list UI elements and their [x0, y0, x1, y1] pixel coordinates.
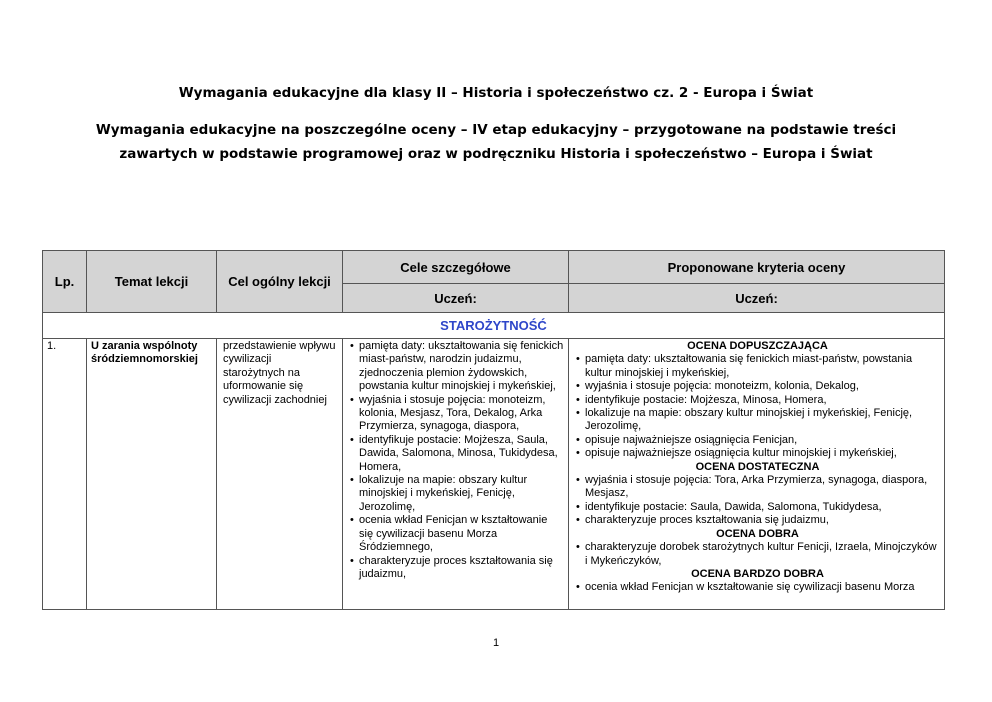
kryteria-list	[575, 353, 940, 460]
header-row	[43, 251, 945, 284]
list-item: • wyjaśnia i stosuje pojęcia: monoteizm, kolonia, Dekalog,	[575, 380, 940, 393]
row-lp: 1.	[43, 339, 87, 610]
header-temat: Temat lekcji	[87, 251, 217, 313]
list-item: • wyjaśnia i stosuje pojęcia: monoteizm, kolonia, Mesjasz, Tora, Dekalog, Arka Przymierza, synagoga, diaspora,	[349, 394, 564, 434]
era-row	[43, 313, 945, 339]
subheader-uczen-kryteria: Uczeń:	[569, 284, 945, 313]
list-item: • charakteryzuje dorobek starożytnych kultur Fenicji, Izraela, Minojczyków i Mykeńczyków,	[575, 541, 940, 568]
era-label: STAROŻYTNOŚĆ	[43, 313, 945, 339]
kryteria-list	[575, 541, 940, 568]
list-item: • pamięta daty: ukształtowania się fenickich miast-państw, narodzin judaizmu, zjednoczenia plemion żydowskich, powstania kultur minojskiej i mykeńskiej,	[349, 340, 564, 394]
grade-heading: OCENA DOBRA	[716, 527, 799, 540]
list-item: • lokalizuje na mapie: obszary kultur minojskiej i mykeńskiej, Fenicję, Jerozolimę,	[349, 474, 564, 514]
table-row	[43, 339, 945, 610]
kryteria-list	[575, 581, 940, 594]
row-temat: U zarania wspólnoty śródziemnomorskiej	[87, 339, 217, 610]
list-item: • ocenia wkład Fenicjan w kształtowanie się cywilizacji basenu Morza	[575, 581, 940, 594]
list-item: • identyfikuje postacie: Saula, Dawida, Salomona, Tukidydesa,	[575, 501, 940, 514]
list-item: • identyfikuje postacie: Mojżesza, Saula, Dawida, Salomona, Minosa, Tukidydesa, Homera,	[349, 434, 564, 474]
page-number: 1	[492, 637, 500, 649]
list-item: • charakteryzuje proces kształtowania się judaizmu,	[575, 514, 940, 527]
grade-heading: OCENA DOPUSZCZAJĄCA	[687, 340, 828, 352]
list-item: • lokalizuje na mapie: obszary kultur minojskiej i mykeńskiej, Fenicję, Jerozolimę,	[575, 407, 940, 434]
cele-list	[349, 340, 564, 581]
list-item: • opisuje najważniejsze osiągnięcia kultur minojskiej i mykeńskiej,	[575, 447, 940, 460]
list-item: • identyfikuje postacie: Mojżesza, Minosa, Homera,	[575, 394, 940, 407]
header-cele: Cele szczegółowe	[343, 251, 569, 284]
kryteria-list	[575, 474, 940, 528]
grade-heading: OCENA BARDZO DOBRA	[691, 567, 824, 580]
document-title: Wymagania edukacyjne dla klasy II – Historia i społeczeństwo cz. 2 - Europa i Świat	[178, 85, 814, 101]
requirements-table	[42, 250, 945, 610]
document-subtitle: Wymagania edukacyjne na poszczególne oceny – IV etap edukacyjny – przygotowane na podstawie treści zawartych w podstawie programowej oraz w podręczniku Historia i społeczeństwo – Europa i Świat	[95, 122, 897, 162]
list-item: • ocenia wkład Fenicjan w kształtowanie się cywilizacji basenu Morza Śródziemnego,	[349, 514, 564, 554]
list-item: • charakteryzuje proces kształtowania się judaizmu,	[349, 555, 564, 582]
list-item: • pamięta daty: ukształtowania się fenickich miast-państw, powstania kultur minojskiej i mykeńskiej,	[575, 353, 940, 380]
row-kryteria	[569, 339, 945, 610]
subheader-uczen-cele: Uczeń:	[343, 284, 569, 313]
row-cel: przedstawienie wpływu cywilizacji starożytnych na uformowanie się cywilizacji zachodniej	[217, 339, 343, 610]
header-cel: Cel ogólny lekcji	[217, 251, 343, 313]
row-cele	[343, 339, 569, 610]
list-item: • opisuje najważniejsze osiągnięcia Fenicjan,	[575, 434, 940, 447]
header-kryteria: Proponowane kryteria oceny	[569, 251, 945, 284]
header-lp: Lp.	[43, 251, 87, 313]
list-item: • wyjaśnia i stosuje pojęcia: Tora, Arka Przymierza, synagoga, diaspora, Mesjasz,	[575, 474, 940, 501]
grade-heading: OCENA DOSTATECZNA	[695, 460, 820, 473]
